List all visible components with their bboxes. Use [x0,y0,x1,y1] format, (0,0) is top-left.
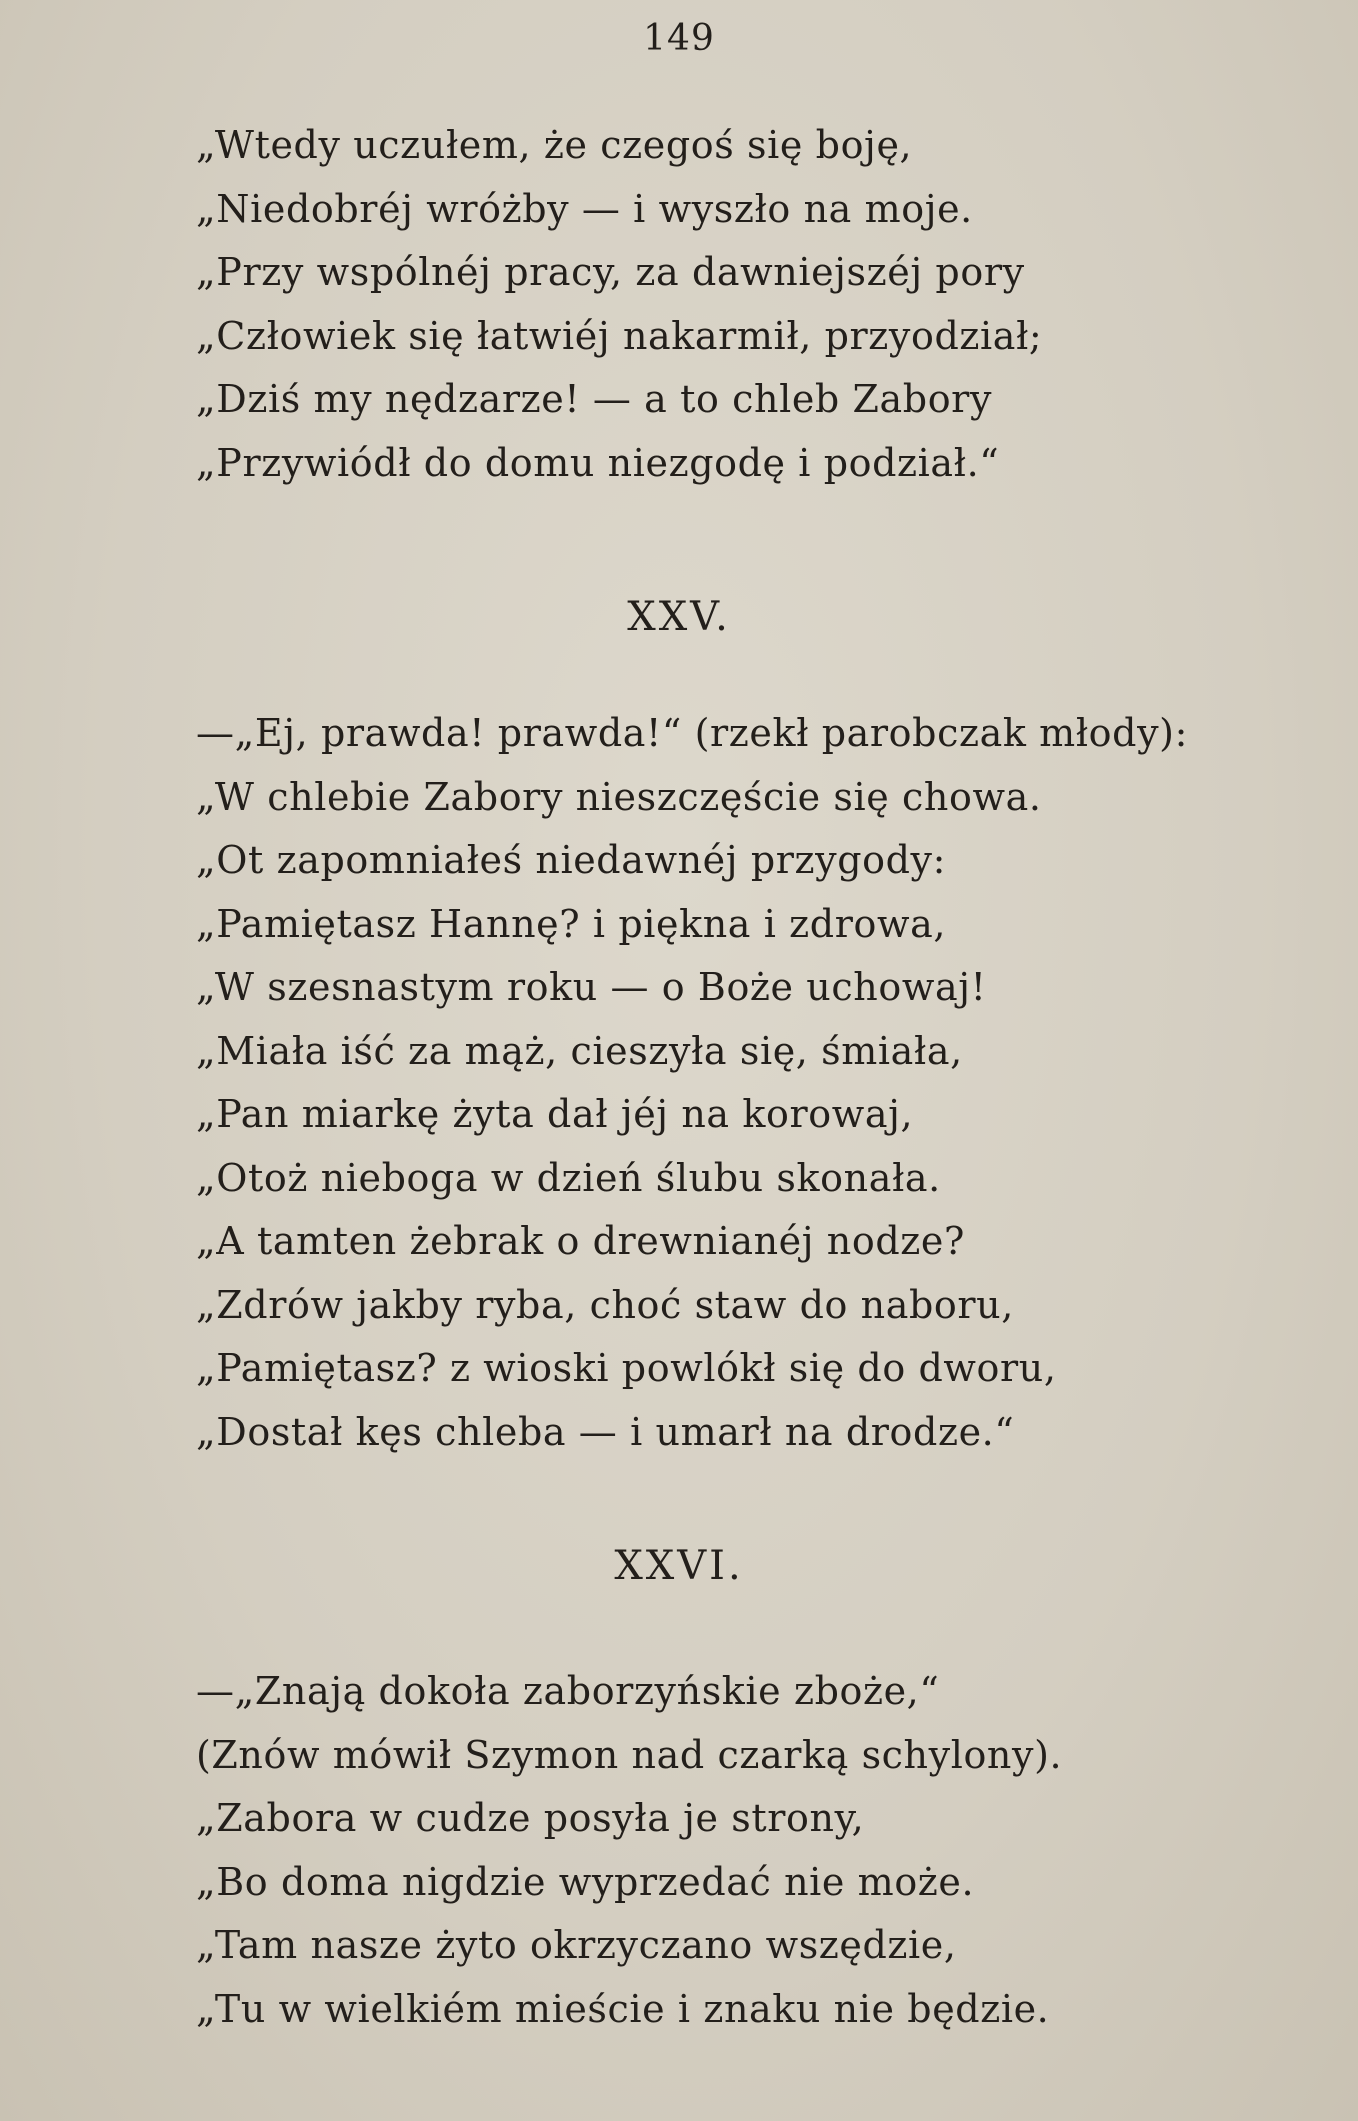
section-heading-xxvi: XXVI. [614,1543,744,1589]
verse-line: „Człowiek się łatwiéj nakarmił, przyodział; [196,313,1043,358]
verse-line: „Miała iść za mąż, cieszyła się, śmiała, [196,1028,963,1073]
verse-line: „Przywiódł do domu niezgodę i podział.“ [196,440,1000,485]
verse-line: „A tamten żebrak o drewnianéj nodze? [196,1219,965,1263]
verse-line: „Ot zapomniałeś niedawnéj przygody: [196,838,946,882]
verse-line: „Dostał kęs chleba — i umarł na drodze.“ [196,1409,1015,1454]
verse-line: (Znów mówił Szymon nad czarką schylony). [196,1732,1063,1777]
verse-line: „Zdrów jakby ryba, choć staw do naboru, [196,1282,1014,1327]
verse-line: „Zabora w cudze posyła je strony, [196,1796,865,1840]
verse-line: „Pamiętasz? z wioski powlókł się do dworu, [196,1346,1057,1390]
section-heading-xxv: XXV. [627,594,731,640]
verse-line: „Przy wspólnéj pracy, za dawniejszéj pory [196,250,1025,294]
verse-line: „Wtedy uczułem, że czegoś się boję, [196,123,913,167]
verse-line: „Pamiętasz Hannę? i piękna i zdrowa, [196,901,947,946]
stanza-continued [196,114,1042,495]
verse-line: „W szesnastym roku — o Boże uchowaj! [196,965,987,1009]
verse-line: „W chlebie Zabory nieszczęście się chowa. [196,774,1042,819]
stanza-xxvi [196,1660,1062,2041]
verse-line: „Pan miarkę żyta dał jéj na korowaj, [196,1092,914,1136]
verse-line: „Tam nasze żyto okrzyczano wszędzie, [196,1923,957,1967]
verse-line: „Bo doma nigdzie wyprzedać nie może. [196,1859,975,1904]
verse-line: „Niedobréj wróżby — i wyszło na moje. [196,186,973,231]
verse-line: „Tu w wielkiém mieście i znaku nie będzie. [196,1986,1050,2031]
verse-line: —„Znają dokoła zaborzyńskie zboże,“ [196,1669,940,1713]
page-number: 149 [643,18,715,59]
verse-line: „Otoż nieboga w dzień ślubu skonała. [196,1155,941,1200]
verse-line: —„Ej, prawda! prawda!“ (rzekł parobczak młody): [196,711,1188,755]
verse-line: „Dziś my nędzarze! — a to chleb Zabory [196,377,993,421]
stanza-xxv [196,702,1188,1464]
